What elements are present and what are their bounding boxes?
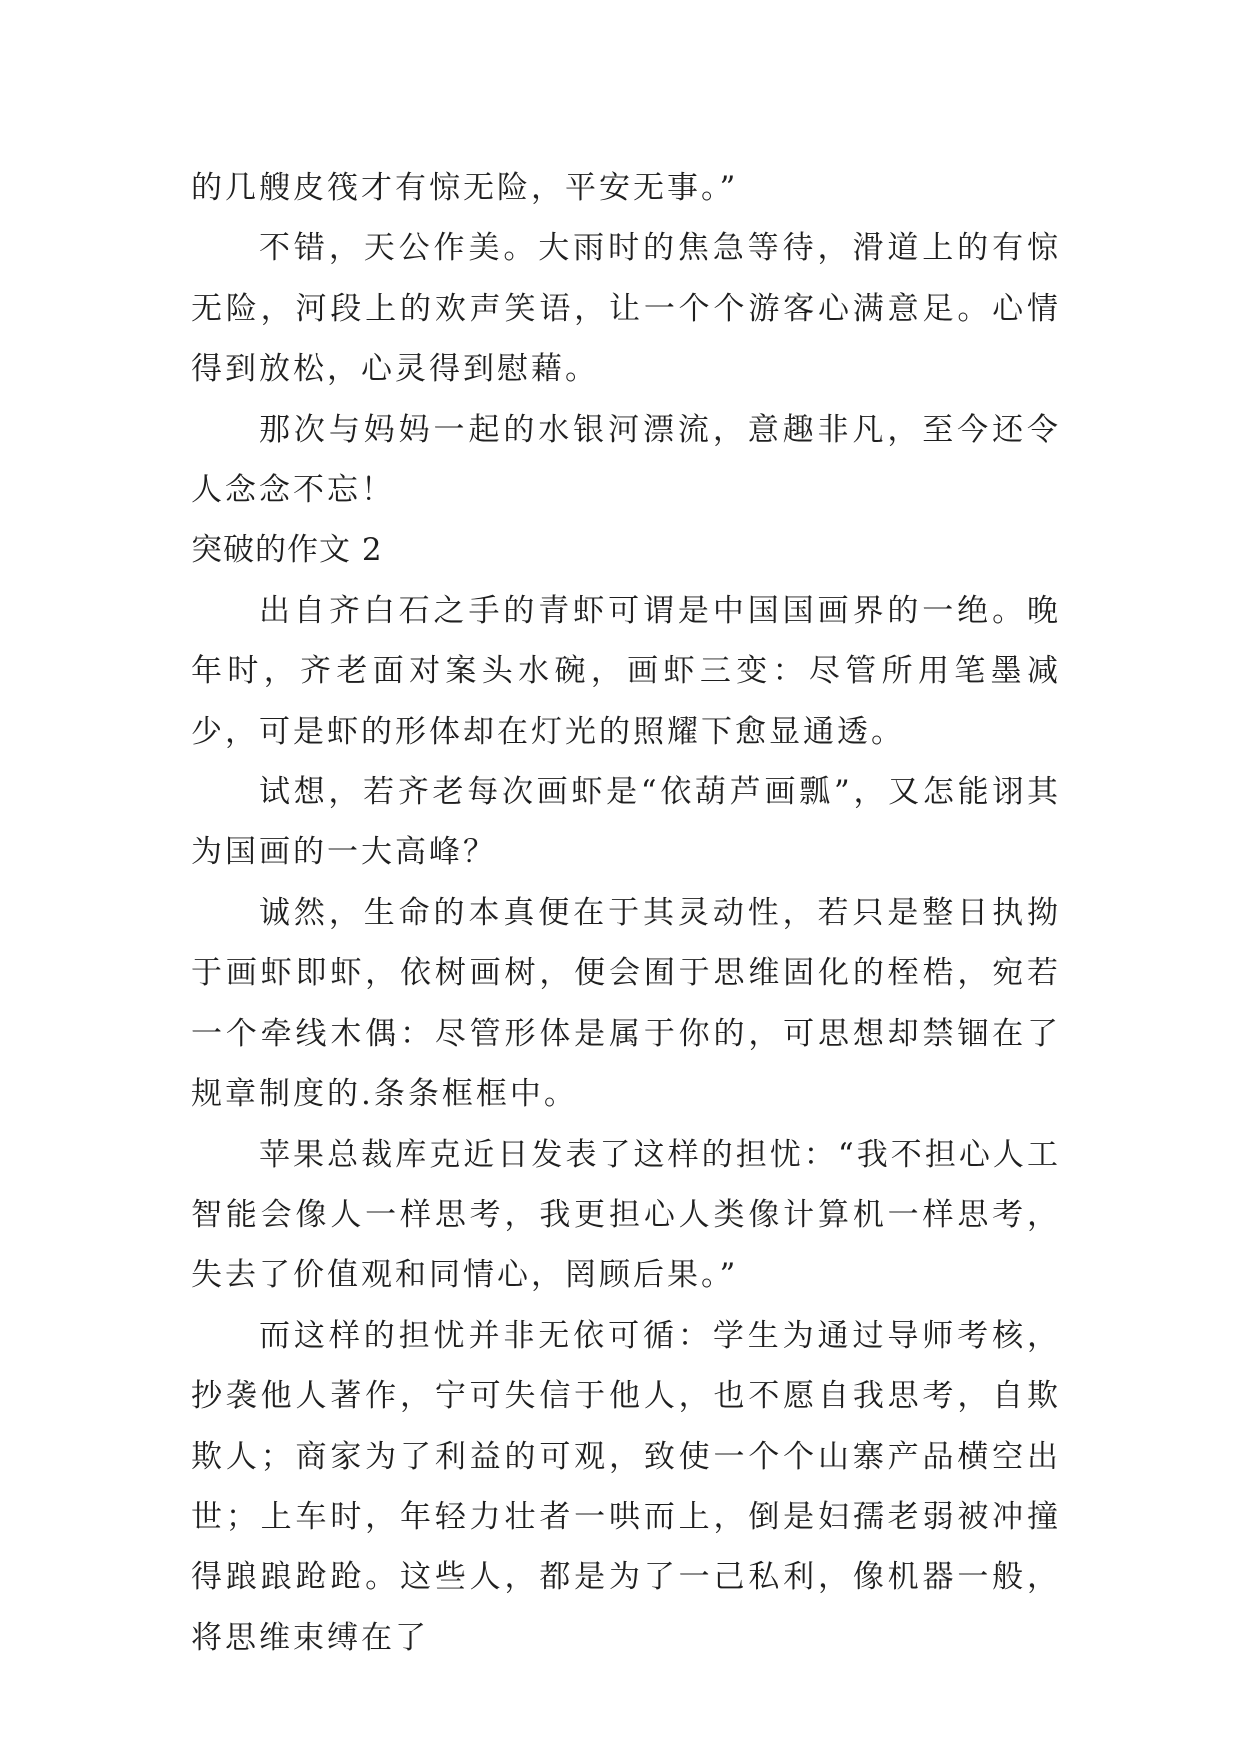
section-heading: 突破的作文 2 <box>191 532 383 569</box>
paragraph-6: 诚然，生命的本真便在于其灵动性，若只是整日执拗于画虾即虾，依树画树，便会囿于思维固化的桎梏，宛若一个牵线木偶：尽管形体是属于你的，可思想却禁锢在了规章制度的.条条框框中。 <box>191 894 1061 1113</box>
document-page <box>191 158 1061 1668</box>
paragraph-5: 试想，若齐老每次画虾是“依葫芦画瓢”，又怎能诩其为国画的一大高峰？ <box>191 774 1061 871</box>
paragraph-2: 不错，天公作美。大雨时的焦急等待，滑道上的有惊无险，河段上的欢声笑语，让一个个游客心满意足。心情得到放松，心灵得到慰藉。 <box>191 230 1061 388</box>
paragraph-1: 的几艘皮筏才有惊无险，平安无事。” <box>191 170 739 206</box>
paragraph-7: 苹果总裁库克近日发表了这样的担忧：“我不担心人工智能会像人一样思考，我更担心人类像计算机一样思考，失去了价值观和同情心，罔顾后果。” <box>191 1136 1061 1294</box>
paragraph-3: 那次与妈妈一起的水银河漂流，意趣非凡，至今还令人念念不忘！ <box>191 411 1061 509</box>
paragraph-8: 而这样的担忧并非无依可循：学生为通过导师考核，抄袭他人著作，宁可失信于他人，也不愿自我思考，自欺欺人；商家为了利益的可观，致使一个个山寨产品横空出世；上车时，年轻力壮者一哄而上，倒是妇孺老弱被冲撞得踉踉跄跄。这些人，都是为了一己私利，像机器一般，将思维束缚在了 <box>191 1317 1061 1656</box>
paragraph-4: 出自齐白石之手的青虾可谓是中国国画界的一绝。晚年时，齐老面对案头水碗，画虾三变：尽管所用笔墨减少，可是虾的形体却在灯光的照耀下愈显通透。 <box>191 592 1061 750</box>
